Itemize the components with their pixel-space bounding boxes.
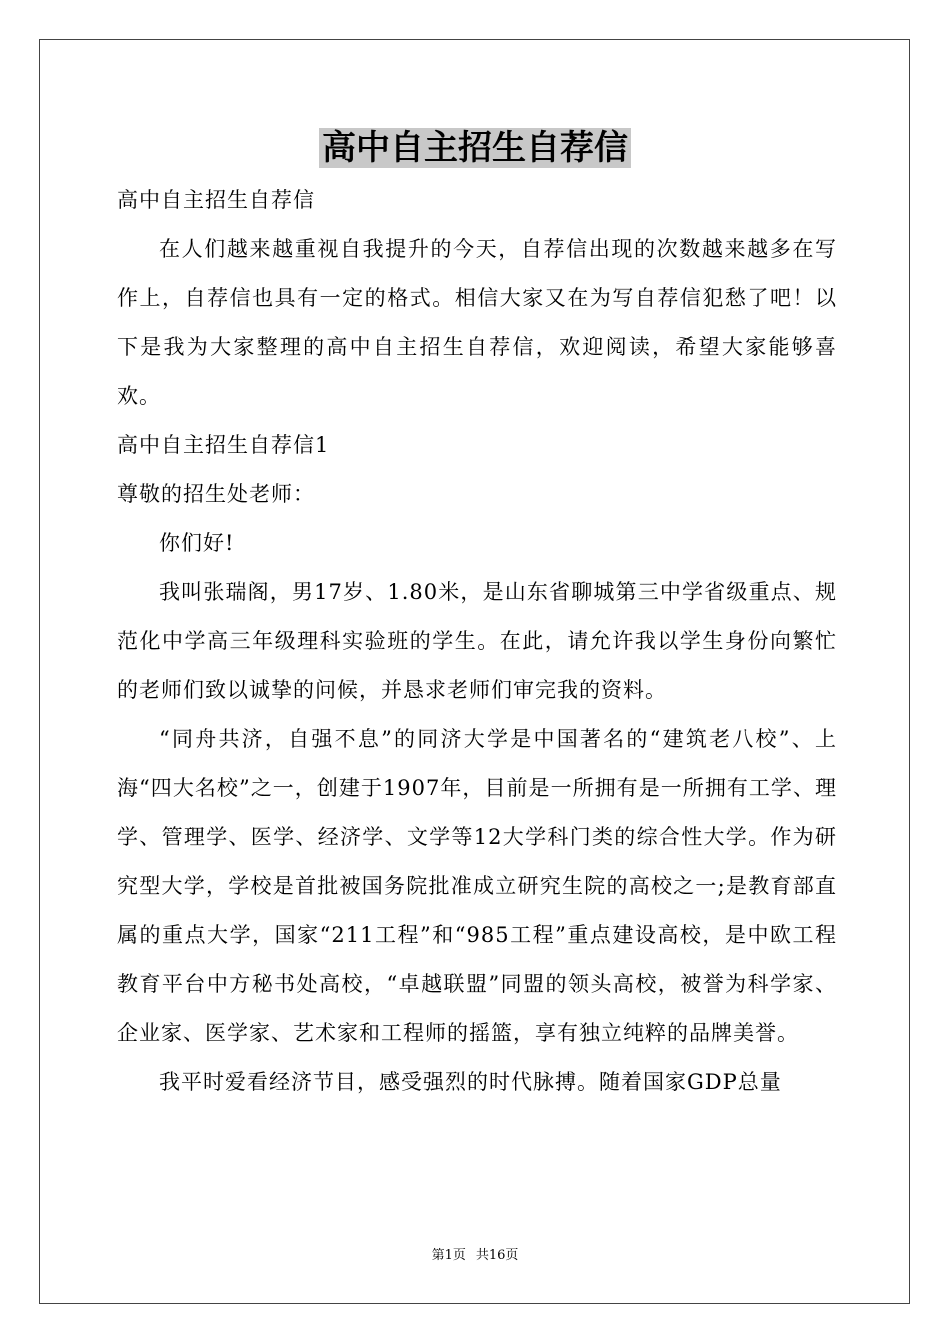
- paragraph-greeting: 你们好!: [159, 531, 235, 555]
- paragraph-interest: 我平时爱看经济节目，感受强烈的时代脉搏。随着国家GDP总量: [159, 1070, 782, 1094]
- paragraph-intro: 在人们越来越重视自我提升的今天，自荐信出现的次数越来越多在写作上，自荐信也具有一定的格式。相信大家又在为写自荐信犯愁了吧！以下是我为大家整理的高中自主招生自荐信，欢迎阅读，希望大家能够喜欢。: [117, 237, 837, 408]
- page-footer: [0, 1246, 950, 1266]
- paragraph-university: “同舟共济，自强不息”的同济大学是中国著名的“建筑老八校”、上海“四大名校”之一，创建于1907年，目前是一所拥有是一所拥有工学、理学、管理学、医学、经济学、文学等12大学科门类的综合性大学。作为研究型大学，学校是首批被国务院批准成立研究生院的高校之一;是教育部直属的重点大学，国家“211工程”和“985工程”重点建设高校，是中欧工程教育平台中方秘书处高校，“卓越联盟”同盟的领头高校，被誉为科学家、企业家、医学家、艺术家和工程师的摇篮，享有独立纯粹的品牌美誉。: [117, 727, 837, 1045]
- document-body: [117, 176, 837, 1107]
- document-title-text: 高中自主招生自荐信: [319, 128, 631, 168]
- paragraph-subheading: 高中自主招生自荐信1: [117, 433, 330, 457]
- document-title: [0, 124, 950, 172]
- paragraph-self-intro: 我叫张瑞阁，男17岁、1.80米，是山东省聊城第三中学省级重点、规范化中学高三年级理科实验班的学生。在此，请允许我以学生身份向繁忙的老师们致以诚挚的问候，并恳求老师们审完我的资料。: [117, 580, 837, 702]
- paragraph-heading: 高中自主招生自荐信: [117, 188, 315, 212]
- page-number: 第1页: [431, 1248, 466, 1263]
- page-total: 共16页: [475, 1248, 519, 1263]
- paragraph-salutation: 尊敬的招生处老师：: [117, 482, 315, 506]
